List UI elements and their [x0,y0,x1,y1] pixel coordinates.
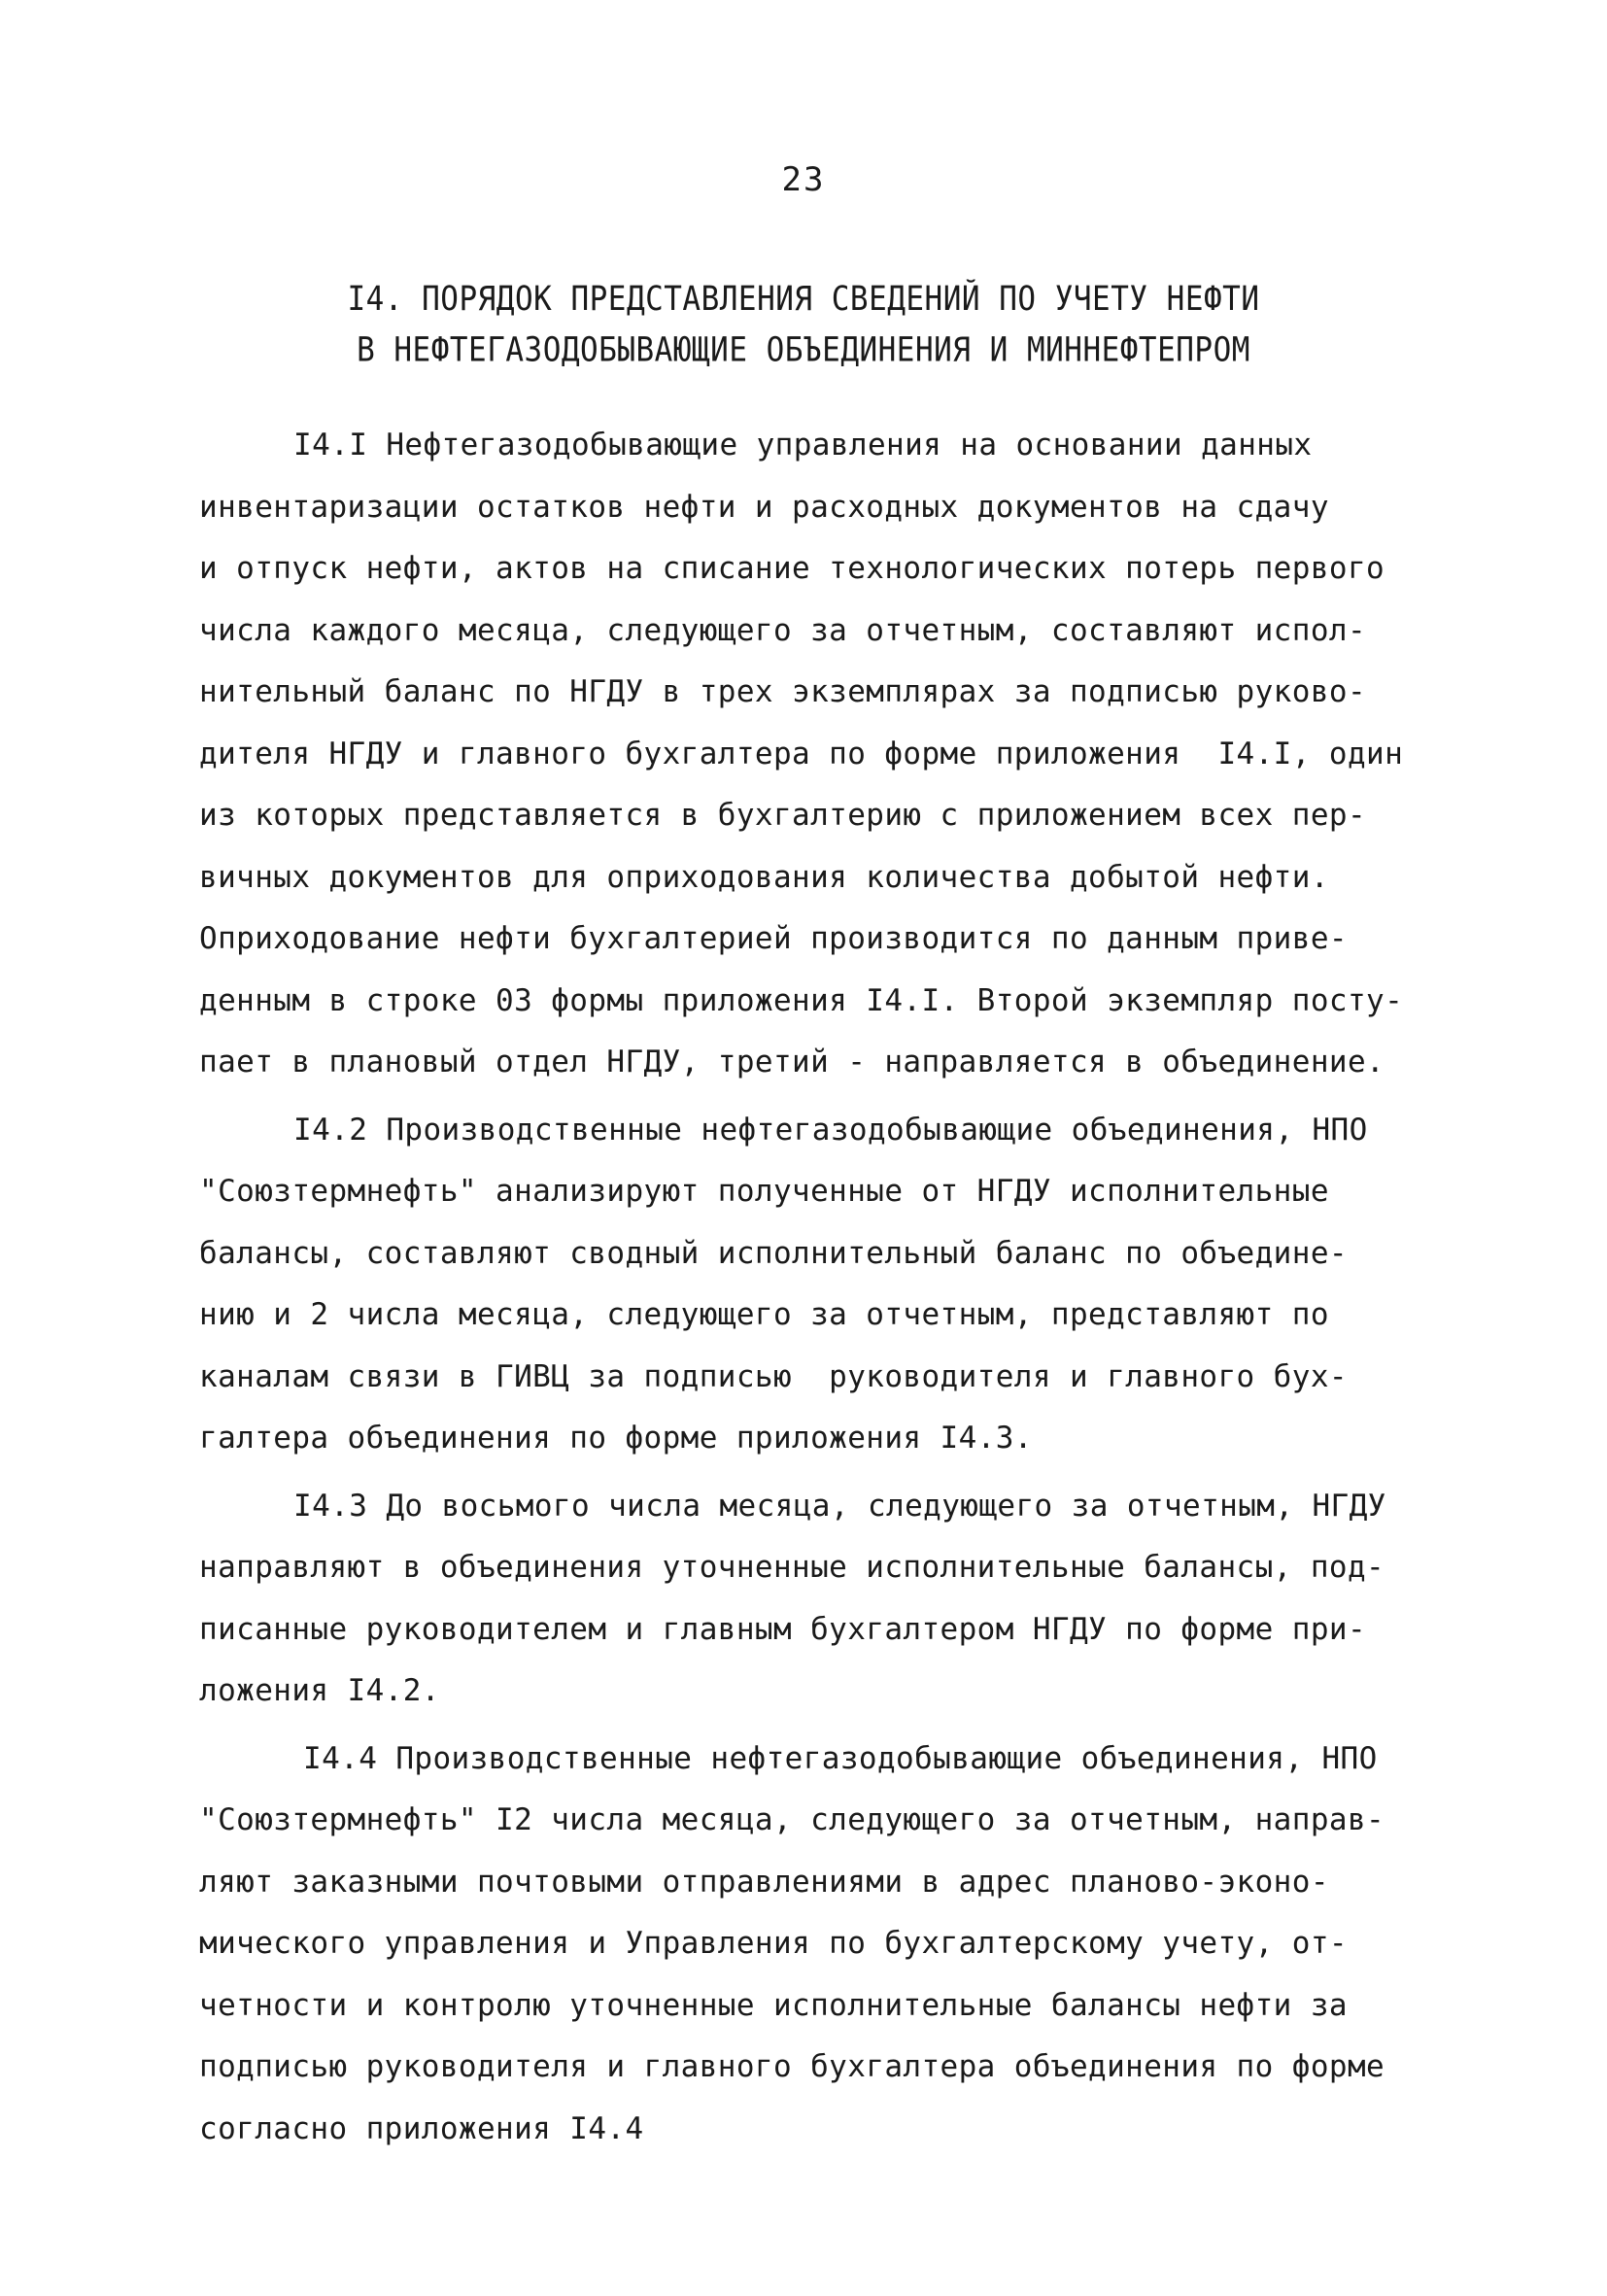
text-line: "Союзтермнефть" I2 числа месяца, следующего за отчетным, направ- [199,1802,1385,1837]
text-line: I4.I Нефтегазодобывающие управления на основании данных [293,428,1313,463]
text-line: нию и 2 числа месяца, следующего за отчетным, представляют по [199,1297,1329,1332]
text-line: числа каждого месяца, следующего за отчетным, составляют испол- [199,612,1367,648]
text-line: балансы, составляют сводный исполнительный баланс по объедине- [199,1235,1348,1271]
text-line: подписью руководителя и главного бухгалтера объединения по форме [199,2049,1385,2084]
text-line: пает в плановый отдел НГДУ, третий - направляется в объединение. [199,1045,1385,1079]
text-line: денным в строке 03 формы приложения I4.I. Второй экземпляр посту- [199,982,1404,1018]
text-line: дителя НГДУ и главного бухгалтера по форме приложения I4.I, один [199,736,1404,771]
text-line: вичных документов для оприходования количества добытой нефти. [199,859,1329,895]
text-line: каналам связи в ГИВЦ за подписью руководителя и главного бух- [199,1358,1348,1394]
text-line: из которых представляется в бухгалтерию с приложением всех пер- [199,798,1367,833]
section-heading [0,274,1607,376]
heading-line: I4. ПОРЯДОК ПРЕДСТАВЛЕНИЯ СВЕДЕНИЙ ПО УЧЕТУ НЕФТИ [347,279,1260,319]
paragraph-14-1 [199,415,1423,1094]
text-line: ляют заказными почтовыми отправлениями в адрес планово-эконо- [199,1864,1329,1900]
text-line: I4.2 Производственные нефтегазодобывающие объединения, НПО [293,1112,1368,1148]
text-line: согласно приложения I4.4 [199,2110,644,2146]
text-line: галтера объединения по форме приложения I4.3. [199,1421,1033,1456]
body-text [199,415,1423,2160]
text-line: нительный баланс по НГДУ в трех экземплярах за подписью руково- [199,674,1367,709]
text-line: четности и контролю уточненные исполнительные балансы нефти за [199,1987,1348,2023]
text-line: I4.4 Производственные нефтегазодобывающие объединения, НПО [303,1740,1378,1776]
text-line: ложения I4.2. [199,1673,440,1708]
heading-line: В НЕФТЕГАЗОДОБЫВАЮЩИЕ ОБЪЕДИНЕНИЯ И МИННЕФТЕПРОМ [357,330,1250,370]
paragraph-14-4 [199,1729,1423,2161]
text-line: инвентаризации остатков нефти и расходных документов на сдачу [199,489,1329,525]
text-line: писанные руководителем и главным бухгалтером НГДУ по форме при- [199,1611,1367,1647]
text-line: направляют в объединения уточненные исполнительные балансы, под- [199,1550,1385,1585]
text-line: Оприходование нефти бухгалтерией производится по данным приве- [199,921,1348,956]
paragraph-14-2 [199,1100,1423,1470]
page-number: 23 [781,160,826,199]
text-line: "Союзтермнефть" анализируют полученные от НГДУ исполнительные [199,1174,1329,1209]
text-line: мического управления и Управления по бухгалтерскому учету, от- [199,1926,1348,1961]
text-line: I4.3 До восьмого числа месяца, следующего за отчетным, НГДУ [293,1488,1386,1524]
paragraph-14-3 [199,1476,1423,1723]
text-line: и отпуск нефти, актов на списание технологических потерь первого [199,551,1385,586]
